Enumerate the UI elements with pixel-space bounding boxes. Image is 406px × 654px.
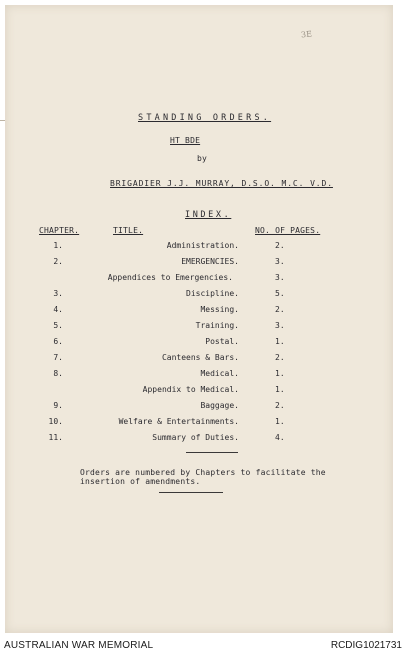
page-count: 2. (275, 241, 285, 250)
chapter-number: 10. (48, 417, 63, 426)
divider-rule (159, 492, 223, 493)
note-line: Orders are numbered by Chapters to facilitate the (80, 468, 326, 477)
chapter-number: 9. (53, 401, 63, 410)
chapter-number: 4. (53, 305, 63, 314)
column-header-title: TITLE. (113, 226, 144, 235)
page-count: 2. (275, 401, 285, 410)
corner-mark: 3E (300, 29, 313, 40)
page-count: 4. (275, 433, 285, 442)
index-row (5, 353, 393, 367)
column-header-chapter: CHAPTER. (39, 226, 80, 235)
archive-name: AUSTRALIAN WAR MEMORIAL (4, 640, 154, 651)
chapter-title: Training. (195, 321, 239, 330)
chapter-number: 8. (53, 369, 63, 378)
index-row (5, 273, 393, 287)
chapter-title: EMERGENCIES. (181, 257, 239, 266)
column-header-pages: NO. OF PAGES. (255, 226, 321, 235)
chapter-number: 3. (53, 289, 63, 298)
chapter-title: Messing. (200, 305, 239, 314)
amendment-note (80, 468, 326, 486)
index-row (5, 337, 393, 351)
note-line: insertion of amendments. (80, 477, 201, 486)
archive-reference: RCDIG1021731 (330, 640, 402, 651)
divider-rule (186, 452, 238, 453)
page-count: 3. (275, 321, 285, 330)
index-row (5, 241, 393, 255)
chapter-title: Appendix to Medical. (142, 385, 239, 394)
index-heading: INDEX. (185, 210, 232, 220)
chapter-number: 6. (53, 337, 63, 346)
chapter-number: 11. (48, 433, 63, 442)
chapter-title: Baggage. (200, 401, 239, 410)
document-page (5, 5, 393, 633)
page-count: 2. (275, 353, 285, 362)
chapter-title: Appendices to Emergencies. (107, 273, 233, 282)
chapter-number: 2. (53, 257, 63, 266)
page-count: 3. (275, 273, 285, 282)
chapter-title: Postal. (205, 337, 239, 346)
by-line: by (197, 154, 208, 163)
index-row (5, 401, 393, 415)
chapter-title: Medical. (200, 369, 239, 378)
chapter-number: 1. (53, 241, 63, 250)
author-line: BRIGADIER J.J. MURRAY, D.S.O. M.C. V.D. (110, 179, 333, 188)
document-title: STANDING ORDERS. (138, 113, 272, 123)
index-row (5, 289, 393, 303)
chapter-number: 7. (53, 353, 63, 362)
index-row (5, 385, 393, 399)
page-count: 5. (275, 289, 285, 298)
index-row (5, 417, 393, 431)
page-count: 3. (275, 257, 285, 266)
chapter-title: Administration. (166, 241, 239, 250)
index-row (5, 321, 393, 335)
chapter-title: Welfare & Entertainments. (118, 417, 239, 426)
chapter-title: Discipline. (186, 289, 239, 298)
index-row (5, 369, 393, 383)
page-count: 1. (275, 337, 285, 346)
chapter-title: Summary of Duties. (152, 433, 239, 442)
chapter-title: Canteens & Bars. (161, 353, 239, 362)
page-count: 2. (275, 305, 285, 314)
archive-footer (0, 637, 406, 654)
document-subtitle: HT BDE (170, 136, 201, 145)
index-row (5, 257, 393, 271)
index-row (5, 305, 393, 319)
chapter-number: 5. (53, 321, 63, 330)
page-count: 1. (275, 369, 285, 378)
page-count: 1. (275, 417, 285, 426)
index-row (5, 433, 393, 447)
page-count: 1. (275, 385, 285, 394)
